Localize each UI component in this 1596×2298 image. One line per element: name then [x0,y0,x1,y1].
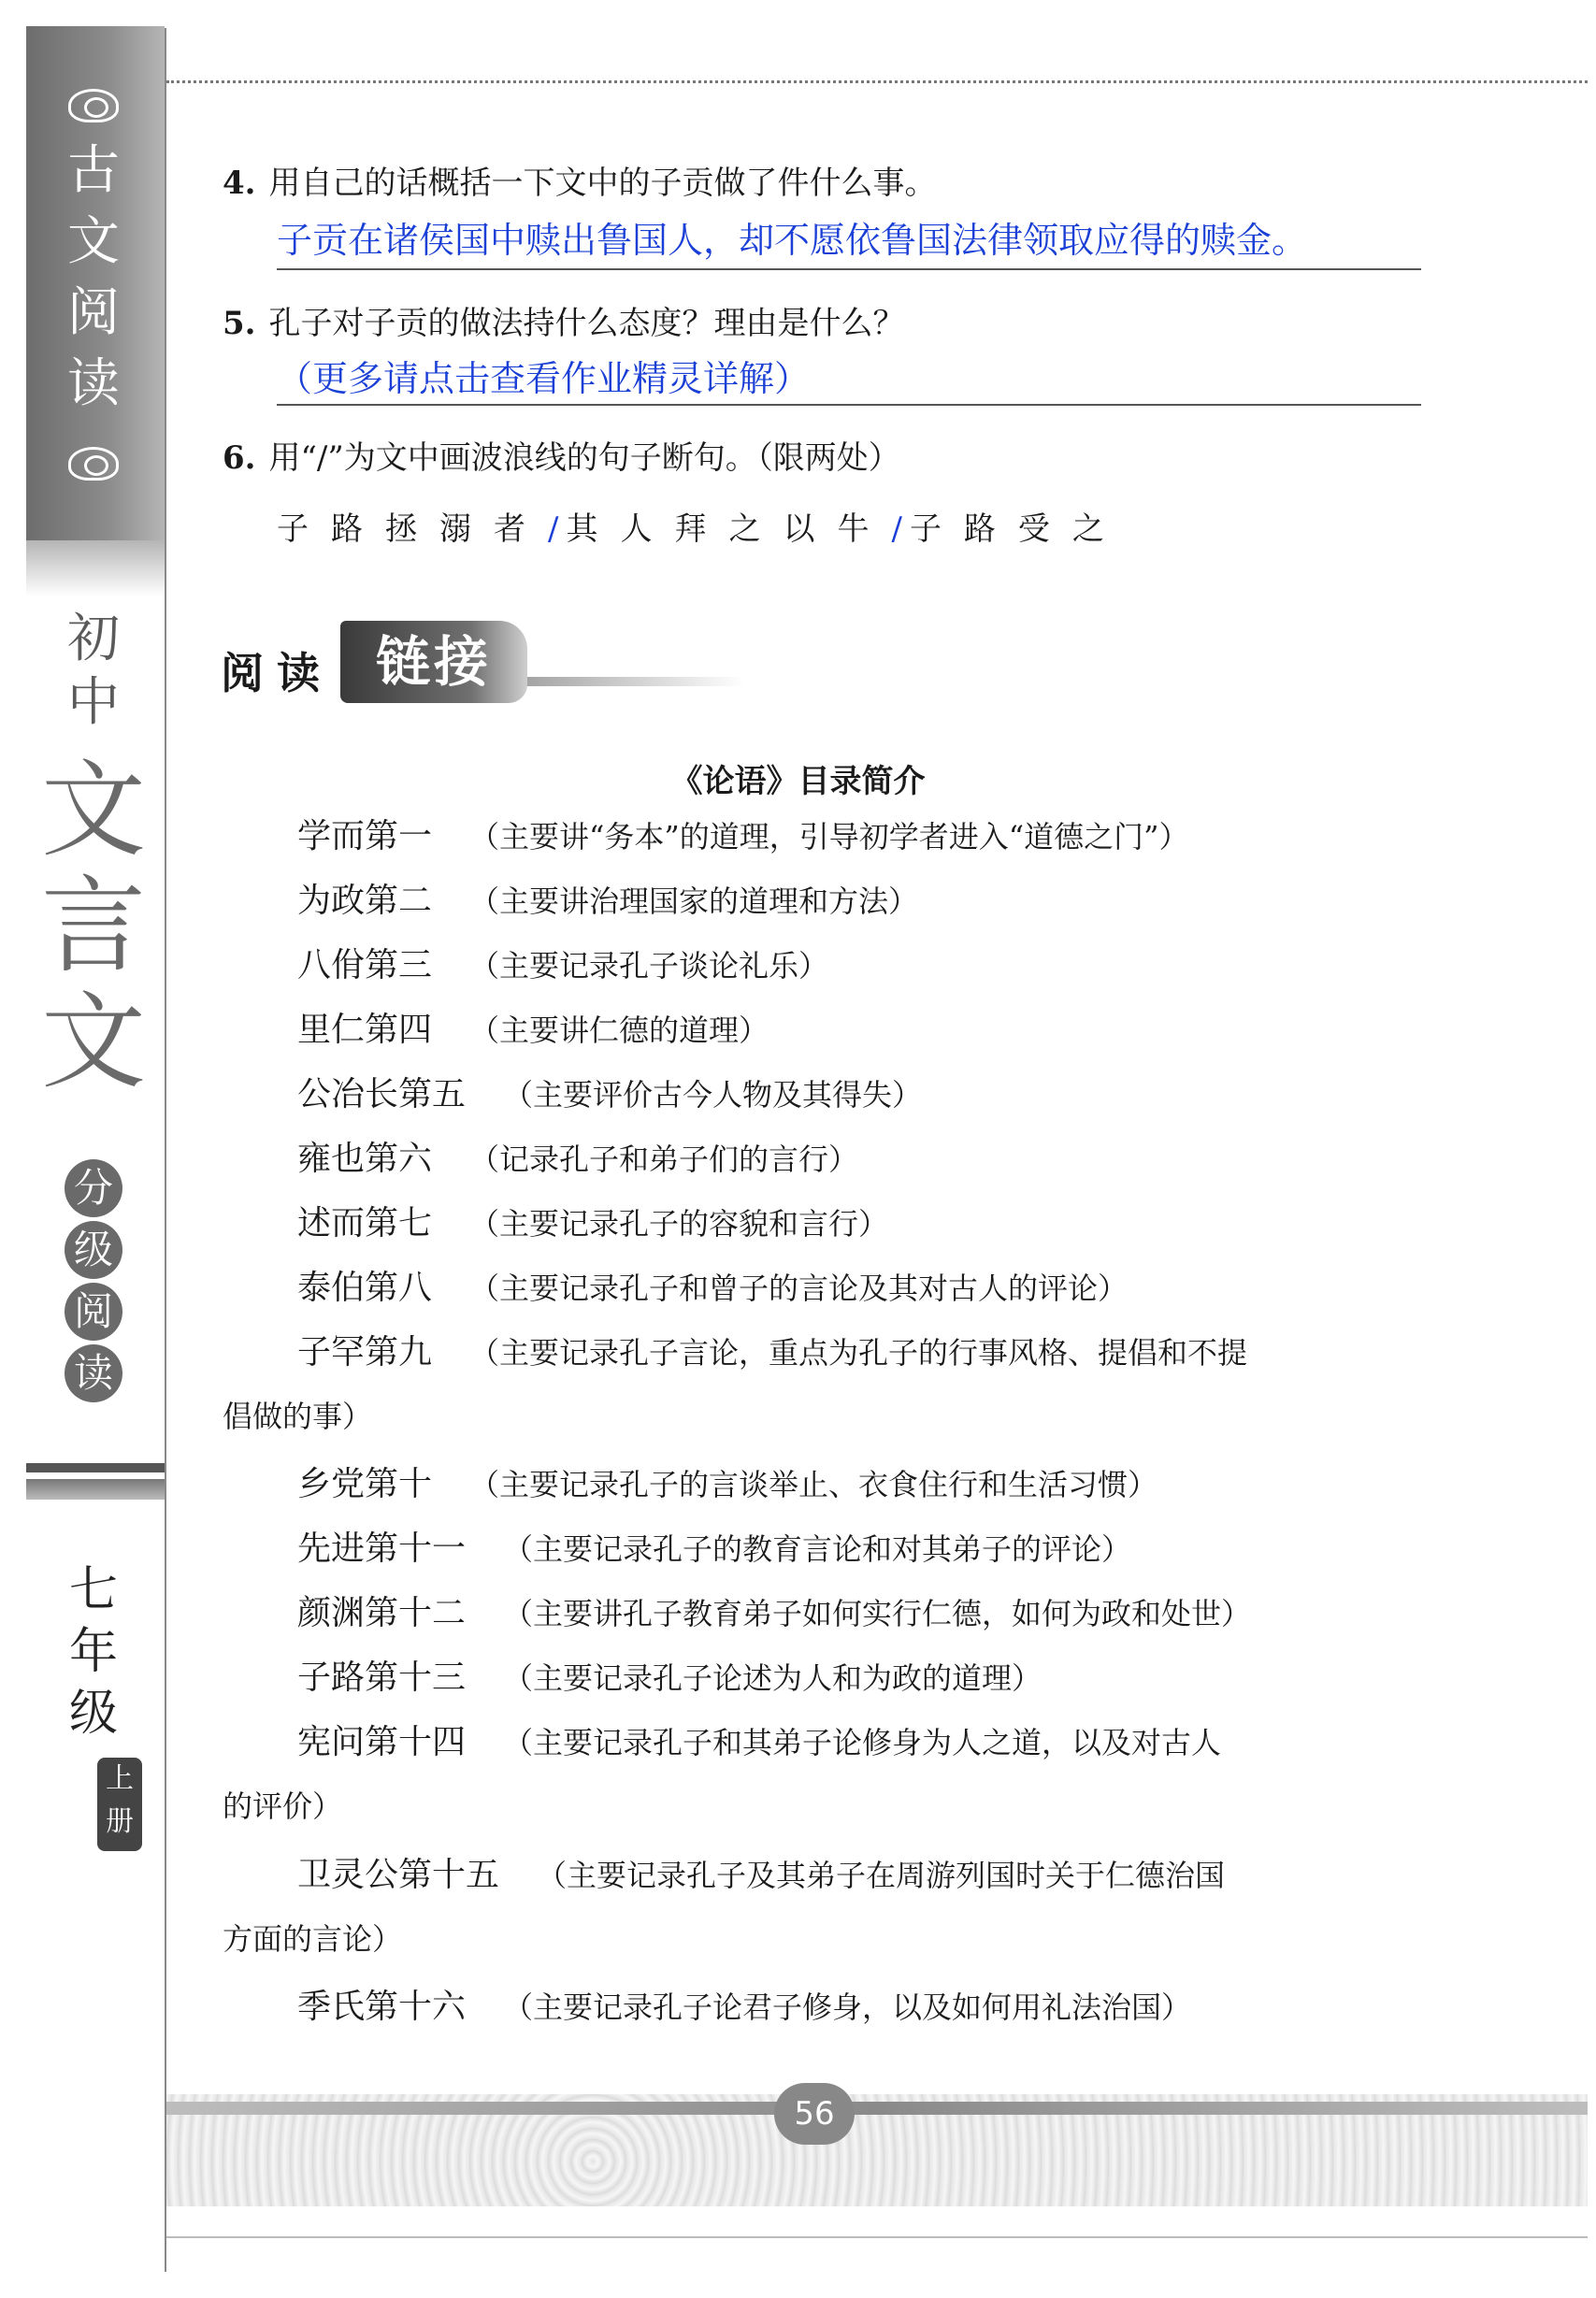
answer-segment: 其人拜之以牛 [566,510,892,548]
list-item [297,1710,1429,1775]
chapter-name: 季氏第十六 [297,1988,467,2026]
chapter-desc: （主要记录孔子谈论礼乐） [469,948,829,984]
chapter-name: 里仁第四 [297,1011,433,1049]
level-char: 初 [67,609,120,669]
answer-5-link[interactable]: （更多请点击查看作业精灵详解） [277,358,811,399]
chapter-desc: （主要讲仁德的道理） [469,1013,769,1048]
series-title-char: 读 [67,353,120,414]
top-divider [166,80,1588,83]
grade-series-label [0,1157,187,1404]
series-title-char: 阅 [67,282,120,343]
chapter-desc: （主要记录孔子论君子修身，以及如何用礼法治国） [503,1989,1192,2025]
chapter-name: 颜渊第十二 [297,1594,467,1632]
list-item [297,1645,1429,1711]
question-number: 5. [223,305,256,342]
footer-bar [166,2102,1588,2115]
subject-char: 言 [41,866,146,987]
list-item [297,1843,1429,1908]
question-4 [223,157,937,203]
chapter-name: 乡党第十 [297,1465,433,1503]
answer-segment: 子路拯溺者 [277,510,548,548]
list-item-continuation: 倡做的事） [223,1399,373,1434]
answer-6 [277,503,1127,549]
series-title-char: 文 [67,211,120,272]
chapter-desc: （主要记录孔子言论，重点为孔子的行事风格、提倡和不提 [469,1335,1248,1371]
grade-series-char: 级 [65,1221,122,1279]
list-item [297,1256,1429,1321]
footer-divider [166,2236,1588,2238]
chapter-desc: （主要记录孔子及其弟子在周游列国时关于仁德治国 [537,1858,1226,1893]
chapter-desc: （主要讲治理国家的道理和方法） [469,883,919,919]
chapter-desc: （主要讲孔子教育弟子如何实行仁德，如何为政和处世） [503,1596,1252,1631]
grade-series-char: 读 [65,1344,122,1402]
grade-char: 级 [68,1686,118,1742]
level-label [0,608,187,735]
chapter-name: 子罕第九 [297,1333,433,1372]
subject-label [0,750,187,1103]
list-item [297,869,1429,934]
series-title [0,136,187,420]
list-item [297,1452,1429,1517]
answer-segment: 子路受之 [909,510,1127,548]
chapter-desc: （主要评价古今人物及其得失） [503,1077,923,1113]
chapter-name: 为政第二 [297,882,433,920]
chapter-name: 卫灵公第十五 [297,1856,500,1894]
question-text: 孔子对子贡的做法持什么态度？理由是什么？ [268,305,905,342]
list-item [297,1975,1429,2040]
section-heading [221,621,529,714]
list-item [297,933,1429,998]
cloud-ornament-icon [68,447,119,481]
question-text: 用“/”为文中画波浪线的句子断句。（限两处） [268,439,900,477]
grade-series-char: 阅 [65,1283,122,1341]
chapter-name: 先进第十一 [297,1530,467,1568]
answer-line [277,404,1421,406]
chapter-name: 公冶长第五 [297,1075,467,1113]
level-char: 中 [67,672,120,733]
chapter-name: 宪问第十四 [297,1723,467,1761]
grade-series-char: 分 [65,1159,122,1217]
section-heading-brush: 链接 [340,621,527,703]
break-mark: / [548,510,559,548]
list-item [297,1062,1429,1127]
chapter-name: 述而第七 [297,1204,433,1242]
volume-char: 上 [106,1762,134,1795]
chapter-name: 泰伯第八 [297,1269,433,1307]
answer-line [277,268,1421,270]
grade-char: 七 [68,1562,118,1618]
question-text: 用自己的话概括一下文中的子贡做了件什么事。 [268,165,937,202]
chapter-desc: （主要记录孔子和曾子的言论及其对古人的评论） [469,1271,1129,1306]
chapter-name: 学而第一 [297,817,433,855]
brush-stroke [501,677,744,686]
break-mark: / [891,510,902,548]
question-6 [223,432,900,478]
chapter-desc: （主要记录孔子和其弟子论修身为人之道，以及对古人 [503,1725,1222,1760]
cloud-ornament-icon [68,89,119,122]
side-divider [26,1463,166,1472]
chapter-desc: （主要讲“务本”的道理，引导初学者进入“道德之门”） [469,819,1189,855]
question-number: 4. [223,165,256,202]
list-item [297,1127,1429,1192]
chapter-desc: （主要记录孔子的言谈举止、衣食住行和生活习惯） [469,1467,1158,1502]
list-item [297,1191,1429,1257]
chapter-name: 八佾第三 [297,946,433,984]
list-item [297,1320,1429,1386]
list-item-continuation: 方面的言论） [223,1921,403,1957]
article-title: 《论语》目录简介 [670,763,926,800]
question-number: 6. [223,439,256,477]
list-item [297,1581,1429,1646]
chapter-name: 子路第十三 [297,1659,467,1697]
section-heading-plain: 阅读 [221,648,333,698]
subject-char: 文 [41,982,146,1103]
chapter-name: 雍也第六 [297,1140,433,1178]
list-item [297,804,1429,869]
list-item [297,1516,1429,1582]
subject-char: 文 [41,750,146,871]
list-item [297,998,1429,1063]
volume-badge [97,1758,142,1851]
chapter-desc: （主要记录孔子论述为人和为政的道理） [503,1660,1042,1696]
grade-label [0,1559,187,1745]
question-5 [223,297,905,343]
side-divider [26,1479,166,1500]
chapter-desc: （记录孔子和弟子们的言行） [469,1142,859,1177]
side-band-fade [26,540,165,596]
grade-char: 年 [68,1624,118,1680]
chapter-desc: （主要记录孔子的容貌和言行） [469,1206,889,1242]
series-title-char: 古 [67,140,120,201]
margin-line [165,28,166,2272]
chapter-desc: （主要记录孔子的教育言论和对其弟子的评论） [503,1531,1132,1567]
list-item-continuation: 的评价） [223,1788,343,1824]
answer-4: 子贡在诸侯国中赎出鲁国人，却不愿依鲁国法律领取应得的赎金。 [277,220,1308,261]
page-number: 56 [774,2083,855,2145]
volume-char: 册 [106,1805,134,1838]
